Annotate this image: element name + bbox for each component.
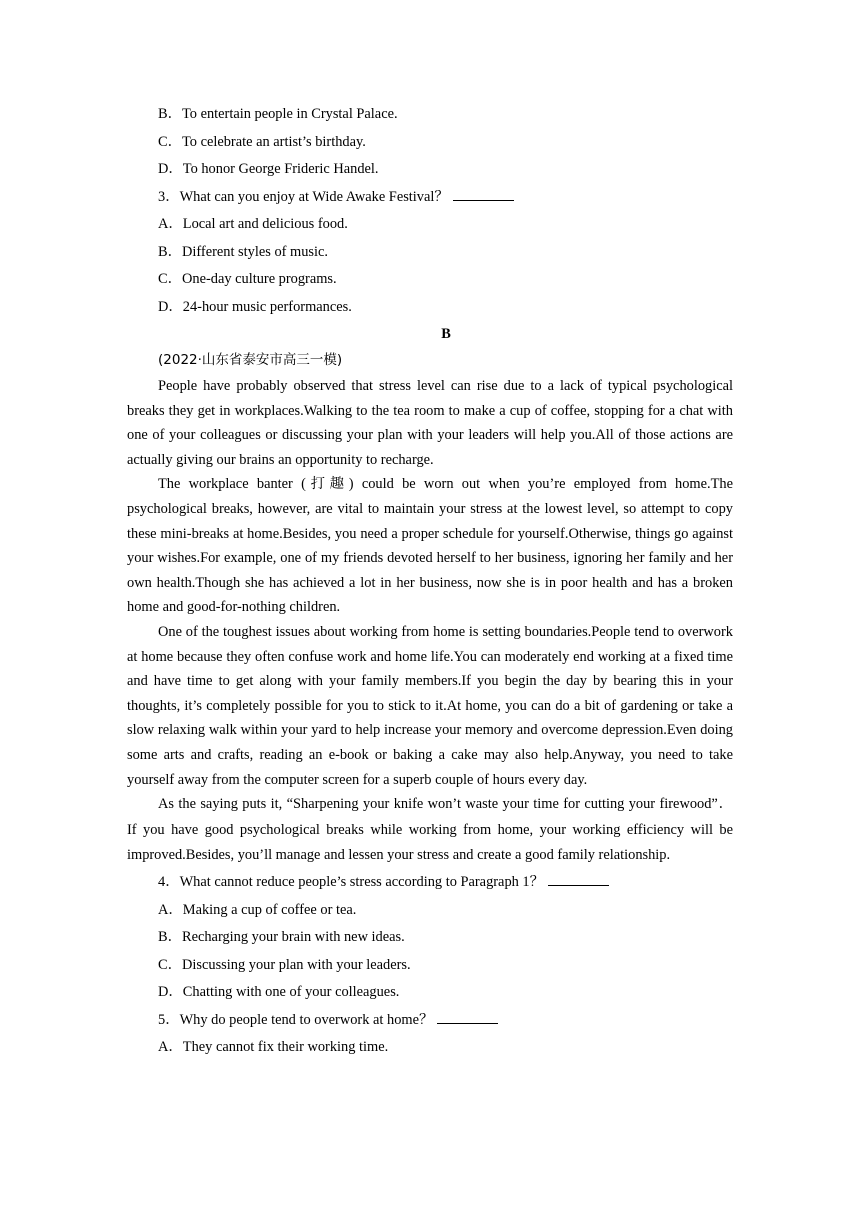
question-4-stem: 4．What cannot reduce people’s stress according to Paragraph 1？: [158, 874, 545, 891]
section-heading: B: [441, 326, 451, 342]
q4-option-a: A．Making a cup of coffee or tea.: [158, 901, 357, 918]
q3-option-c: C．One-day culture programs.: [158, 271, 337, 287]
q4-option-d: D．Chatting with one of your colleagues.: [158, 984, 400, 1001]
paragraph-3: One of the toughest issues about working from home is setting boundaries.People tend to overwork at home because they often confuse work and home life.You can moderately end working at a fixed time and have time to get along with your family members.If you begin the day by bearing this in your thoughts, it’s completely possible for you to stick to it.At home, you can do a bit of gardening or take a slow relaxing walk within your yard to help increase your memory and overcome depression.Even doing some arts and crafts, reading an e-book or baking a cake may also help.Anyway, you need to take yourself away from the computer screen for a superb couple of hours every day.: [127, 623, 733, 788]
question-5: [127, 1008, 733, 1036]
q2-option-b: B．To entertain people in Crystal Palace.: [158, 106, 398, 122]
q3-option-a: A．Local art and delicious food.: [158, 216, 348, 232]
q3-option-d: D．24-hour music performances.: [158, 298, 352, 315]
paragraph-1: People have probably observed that stress level can rise due to a lack of typical psychological breaks they get in workplaces.Walking to the tea room to make a cup of coffee, stopping for a chat with one of your colleagues or discussing your plan with your leaders will help you.All of those actions are actually giving our brains an opportunity to recharge.: [127, 378, 733, 468]
paragraph-4: As the saying puts it, “Sharpening your knife won’t waste your time for cutting your firewood”． If you have good psychological breaks while working from home, your working efficiency will be improved.Besides, you’ll manage and lessen your stress and create a good family relationship.: [127, 796, 733, 863]
q3-option-b: B．Different styles of music.: [158, 243, 328, 260]
question-3-stem: 3．What can you enjoy at Wide Awake Festival？: [158, 188, 449, 205]
answer-blank: [453, 186, 514, 201]
q4-option-c: C．Discussing your plan with your leaders.: [158, 956, 411, 973]
q2-option-d: D．To honor George Frideric Handel.: [158, 161, 379, 177]
answer-blank: [548, 871, 609, 886]
question-3: [127, 185, 733, 213]
page-content: [127, 102, 733, 1063]
paragraph-2: The workplace banter (打趣) could be worn out when you’re employed from home.The psychological breaks, however, are vital to maintain your stress at the lowest level, so attempt to copy these mini-breaks at home.Besides, you need a proper schedule for yourself.Otherwise, things go against your wishes.For example, one of my friends devoted herself to her business, ignoring her family and her own health.Though she has achieved a lot in her business, now she is in poor health and has a broken home and good-for-nothing children.: [127, 476, 733, 616]
q4-option-b: B．Recharging your brain with new ideas.: [158, 929, 405, 946]
question-4: [127, 870, 733, 898]
q5-option-a: A．They cannot fix their working time.: [158, 1039, 389, 1056]
answer-blank: [437, 1009, 498, 1024]
question-5-stem: 5．Why do people tend to overwork at home？: [158, 1011, 434, 1028]
q2-option-c: C．To celebrate an artist’s birthday.: [158, 133, 366, 150]
passage-source: (2022·山东省泰安市高三一模): [158, 352, 343, 368]
